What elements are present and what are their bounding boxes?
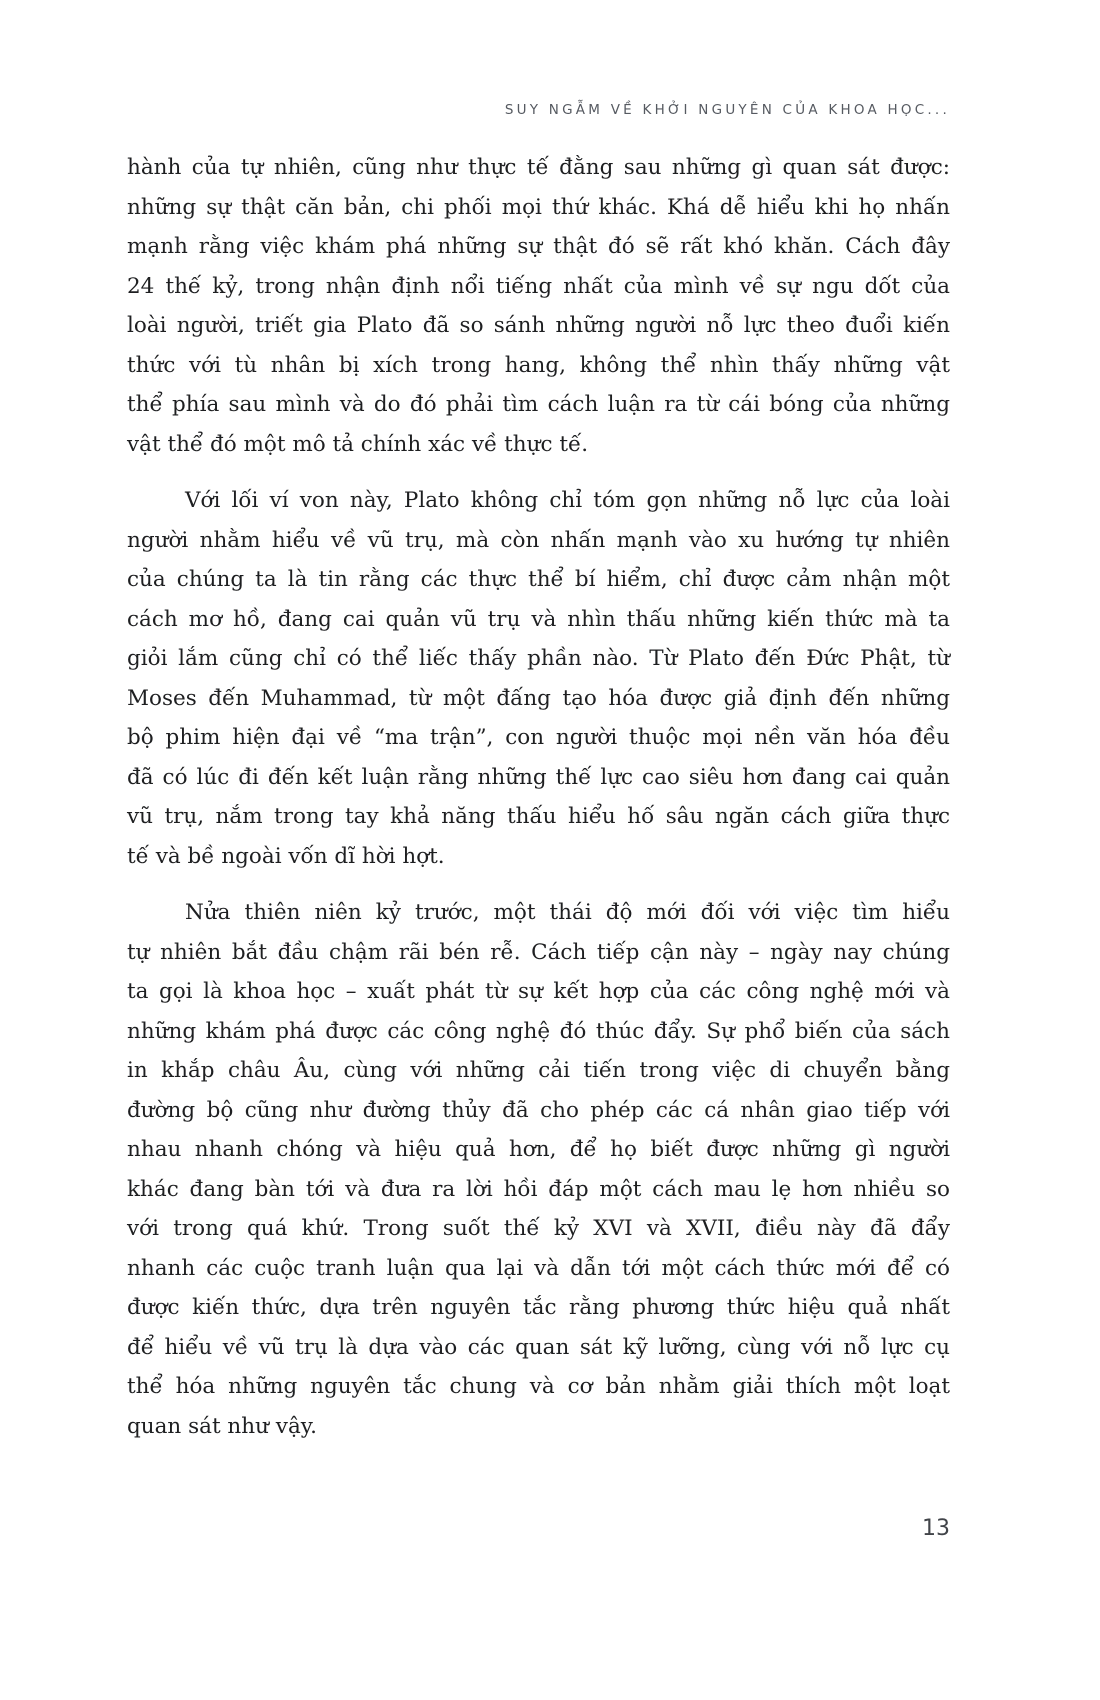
text-line: giỏi lắm cũng chỉ có thể liếc thấy phần nào. Từ Plato đến Đức Phật, từ xyxy=(127,646,950,671)
text-line: vũ trụ, nắm trong tay khả năng thấu hiểu hố sâu ngăn cách giữa thực xyxy=(127,804,950,829)
text-line: thức với tù nhân bị xích trong hang, không thể nhìn thấy những vật xyxy=(127,352,950,378)
running-title: SUY NGẪM VỀ KHỞI NGUYÊN CỦA KHOA HỌC... xyxy=(504,102,950,118)
text-line: hành của tự nhiên, cũng như thực tế đằng sau những gì quan sát được: xyxy=(127,155,950,180)
text-line: tế và bề ngoài vốn dĩ hời hợt. xyxy=(127,843,445,869)
text-line: bộ phim hiện đại về “ma trận”, con người thuộc mọi nền văn hóa đều xyxy=(127,725,950,750)
text-line: quan sát như vậy. xyxy=(127,1413,317,1439)
text-line: 24 thế kỷ, trong nhận định nổi tiếng nhất của mình về sự ngu dốt của xyxy=(127,273,950,299)
text-line: in khắp châu Âu, cùng với những cải tiến trong việc di chuyển bằng xyxy=(127,1058,950,1083)
text-line: Nửa thiên niên kỷ trước, một thái độ mới đối với việc tìm hiểu xyxy=(185,900,950,925)
text-line: cách mơ hồ, đang cai quản vũ trụ và nhìn thấu những kiến thức mà ta xyxy=(127,606,950,632)
paragraph xyxy=(127,481,950,876)
paragraph xyxy=(127,893,950,1446)
text-line: loài người, triết gia Plato đã so sánh những người nỗ lực theo đuổi kiến xyxy=(127,313,950,338)
text-line: mạnh rằng việc khám phá những sự thật đó sẽ rất khó khăn. Cách đây xyxy=(127,234,950,259)
text-line: thể hóa những nguyên tắc chung và cơ bản nhằm giải thích một loạt xyxy=(127,1374,950,1399)
running-header xyxy=(127,102,950,118)
text-line: nhanh các cuộc tranh luận qua lại và dẫn tới một cách thức mới để có xyxy=(127,1255,950,1281)
text-line: để hiểu về vũ trụ là dựa vào các quan sát kỹ lưỡng, cùng với nỗ lực cụ xyxy=(127,1334,950,1360)
text-line: Moses đến Muhammad, từ một đấng tạo hóa được giả định đến những xyxy=(127,685,950,711)
text-line: được kiến thức, dựa trên nguyên tắc rằng phương thức hiệu quả nhất xyxy=(127,1295,950,1320)
text-line: với trong quá khứ. Trong suốt thế kỷ XVI và XVII, điều này đã đẩy xyxy=(127,1216,950,1241)
text-line: nhau nhanh chóng và hiệu quả hơn, để họ biết được những gì người xyxy=(127,1137,950,1162)
text-line: tự nhiên bắt đầu chậm rãi bén rễ. Cách tiếp cận này – ngày nay chúng xyxy=(127,939,950,965)
text-line: những sự thật căn bản, chi phối mọi thứ khác. Khá dễ hiểu khi họ nhấn xyxy=(127,194,950,220)
text-line: những khám phá được các công nghệ đó thúc đẩy. Sự phổ biến của sách xyxy=(127,1018,950,1044)
text-line: của chúng ta là tin rằng các thực thể bí hiểm, chỉ được cảm nhận một xyxy=(127,567,950,592)
text-line: khác đang bàn tới và đưa ra lời hồi đáp một cách mau lẹ hơn nhiều so xyxy=(127,1176,950,1202)
page-body-text xyxy=(127,148,950,1446)
text-line: người nhằm hiểu về vũ trụ, mà còn nhấn mạnh vào xu hướng tự nhiên xyxy=(127,527,950,553)
text-line: thể phía sau mình và do đó phải tìm cách luận ra từ cái bóng của những xyxy=(127,392,950,417)
text-line: đường bộ cũng như đường thủy đã cho phép các cá nhân giao tiếp với xyxy=(127,1097,950,1123)
text-line: đã có lúc đi đến kết luận rằng những thế lực cao siêu hơn đang cai quản xyxy=(127,764,950,790)
text-line: vật thể đó một mô tả chính xác về thực tế. xyxy=(127,431,589,457)
paragraph xyxy=(127,148,950,464)
page-footer xyxy=(127,1516,950,1541)
text-line: Với lối ví von này, Plato không chỉ tóm gọn những nỗ lực của loài xyxy=(185,488,950,513)
page-number: 13 xyxy=(922,1516,950,1541)
text-line: ta gọi là khoa học – xuất phát từ sự kết hợp của các công nghệ mới và xyxy=(127,979,950,1004)
